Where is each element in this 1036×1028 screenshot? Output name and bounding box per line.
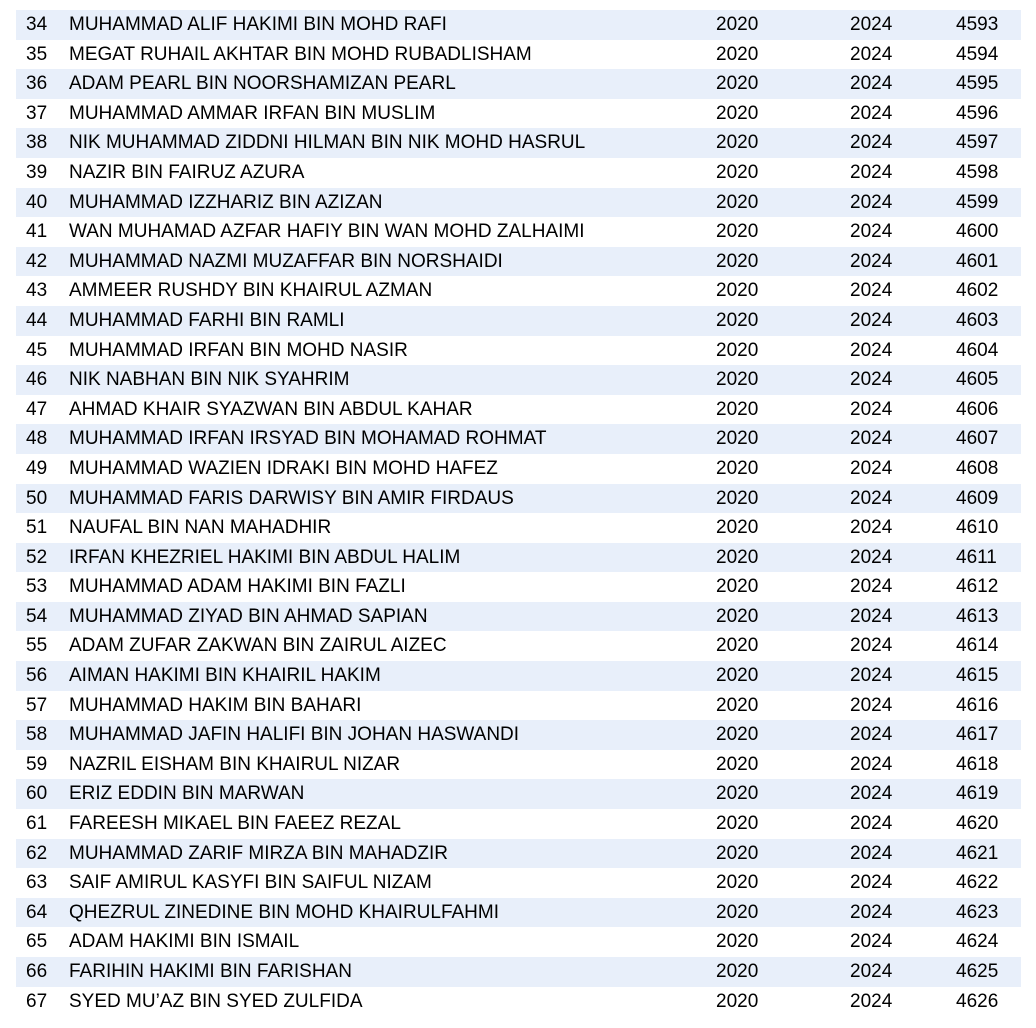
table-row <box>16 395 1021 425</box>
student-id: 4608 <box>956 457 999 479</box>
student-name: MUHAMMAD IRFAN BIN MOHD NASIR <box>69 339 408 361</box>
row-number: 55 <box>26 635 48 657</box>
student-id: 4596 <box>956 102 999 124</box>
table-row <box>16 454 1021 484</box>
row-number: 39 <box>26 161 48 183</box>
table-row <box>16 839 1021 869</box>
start-year: 2020 <box>716 783 759 805</box>
start-year: 2020 <box>716 73 759 95</box>
student-name: FAREESH MIKAEL BIN FAEEZ REZAL <box>69 813 401 835</box>
student-name: NAZRIL EISHAM BIN KHAIRUL NIZAR <box>69 753 401 775</box>
student-id: 4597 <box>956 132 999 154</box>
row-number: 48 <box>26 428 48 450</box>
row-number: 65 <box>26 931 48 953</box>
student-id: 4611 <box>956 546 997 568</box>
row-number: 38 <box>26 132 48 154</box>
student-name: NIK MUHAMMAD ZIDDNI HILMAN BIN NIK MOHD HASRUL <box>69 132 586 154</box>
student-name: MUHAMMAD IZZHARIZ BIN AZIZAN <box>69 191 383 213</box>
table-row <box>16 217 1021 247</box>
start-year: 2020 <box>716 280 759 302</box>
student-name: AHMAD KHAIR SYAZWAN BIN ABDUL KAHAR <box>69 398 473 420</box>
row-number: 47 <box>26 398 48 420</box>
student-name: MUHAMMAD IRFAN IRSYAD BIN MOHAMAD ROHMAT <box>69 428 547 450</box>
student-name: MUHAMMAD ZIYAD BIN AHMAD SAPIAN <box>69 605 428 627</box>
student-id: 4598 <box>956 161 999 183</box>
end-year: 2024 <box>850 813 893 835</box>
end-year: 2024 <box>850 457 893 479</box>
row-number: 64 <box>26 901 48 923</box>
end-year: 2024 <box>850 842 893 864</box>
start-year: 2020 <box>716 221 759 243</box>
row-number: 50 <box>26 487 48 509</box>
start-year: 2020 <box>716 694 759 716</box>
start-year: 2020 <box>716 605 759 627</box>
end-year: 2024 <box>850 369 893 391</box>
start-year: 2020 <box>716 990 759 1012</box>
end-year: 2024 <box>850 605 893 627</box>
table-row <box>16 276 1021 306</box>
start-year: 2020 <box>716 665 759 687</box>
end-year: 2024 <box>850 635 893 657</box>
table-row <box>16 987 1021 1017</box>
table-row <box>16 513 1021 543</box>
student-name: MUHAMMAD HAKIM BIN BAHARI <box>69 694 362 716</box>
end-year: 2024 <box>850 517 893 539</box>
end-year: 2024 <box>850 753 893 775</box>
end-year: 2024 <box>850 901 893 923</box>
table-row <box>16 898 1021 928</box>
student-name: MEGAT RUHAIL AKHTAR BIN MOHD RUBADLISHAM <box>69 43 532 65</box>
end-year: 2024 <box>850 576 893 598</box>
table-row <box>16 691 1021 721</box>
table-row <box>16 128 1021 158</box>
table-row <box>16 247 1021 277</box>
table-row <box>16 306 1021 336</box>
start-year: 2020 <box>716 14 759 35</box>
end-year: 2024 <box>850 280 893 302</box>
student-name: MUHAMMAD ZARIF MIRZA BIN MAHADZIR <box>69 842 448 864</box>
start-year: 2020 <box>716 961 759 982</box>
end-year: 2024 <box>850 309 893 331</box>
end-year: 2024 <box>850 961 893 982</box>
student-id: 4594 <box>956 43 999 65</box>
student-id: 4601 <box>956 250 999 272</box>
student-id: 4615 <box>956 665 999 687</box>
start-year: 2020 <box>716 457 759 479</box>
start-year: 2020 <box>716 842 759 864</box>
student-id: 4626 <box>956 990 999 1012</box>
end-year: 2024 <box>850 694 893 716</box>
student-id: 4622 <box>956 872 999 894</box>
start-year: 2020 <box>716 369 759 391</box>
row-number: 66 <box>26 961 48 982</box>
student-name: MUHAMMAD NAZMI MUZAFFAR BIN NORSHAIDI <box>69 250 503 272</box>
student-table <box>16 10 1021 1016</box>
student-name: NAUFAL BIN NAN MAHADHIR <box>69 517 332 539</box>
table-row <box>16 365 1021 395</box>
student-name: MUHAMMAD WAZIEN IDRAKI BIN MOHD HAFEZ <box>69 457 498 479</box>
student-id: 4614 <box>956 635 999 657</box>
start-year: 2020 <box>716 576 759 598</box>
table-row <box>16 158 1021 188</box>
table-row <box>16 779 1021 809</box>
start-year: 2020 <box>716 635 759 657</box>
table-row <box>16 572 1021 602</box>
end-year: 2024 <box>850 398 893 420</box>
start-year: 2020 <box>716 43 759 65</box>
table-row <box>16 40 1021 70</box>
student-id: 4623 <box>956 901 999 923</box>
end-year: 2024 <box>850 546 893 568</box>
student-name: IRFAN KHEZRIEL HAKIMI BIN ABDUL HALIM <box>69 546 461 568</box>
student-name: SAIF AMIRUL KASYFI BIN SAIFUL NIZAM <box>69 872 432 894</box>
start-year: 2020 <box>716 428 759 450</box>
student-id: 4605 <box>956 369 999 391</box>
row-number: 62 <box>26 842 48 864</box>
row-number: 49 <box>26 457 48 479</box>
student-name: ADAM ZUFAR ZAKWAN BIN ZAIRUL AIZEC <box>69 635 447 657</box>
start-year: 2020 <box>716 250 759 272</box>
student-id: 4610 <box>956 517 999 539</box>
table-row <box>16 661 1021 691</box>
row-number: 54 <box>26 605 48 627</box>
end-year: 2024 <box>850 102 893 124</box>
end-year: 2024 <box>850 161 893 183</box>
student-id: 4599 <box>956 191 999 213</box>
student-id: 4603 <box>956 309 999 331</box>
end-year: 2024 <box>850 872 893 894</box>
end-year: 2024 <box>850 990 893 1012</box>
table-row <box>16 750 1021 780</box>
student-id: 4606 <box>956 398 999 420</box>
student-id: 4604 <box>956 339 999 361</box>
table-row <box>16 424 1021 454</box>
end-year: 2024 <box>850 724 893 746</box>
student-name: MUHAMMAD FARHI BIN RAMLI <box>69 309 345 331</box>
end-year: 2024 <box>850 43 893 65</box>
end-year: 2024 <box>850 14 893 35</box>
end-year: 2024 <box>850 339 893 361</box>
table-row <box>16 720 1021 750</box>
student-id: 4621 <box>956 842 999 864</box>
student-name: NAZIR BIN FAIRUZ AZURA <box>69 161 305 183</box>
student-id: 4600 <box>956 221 999 243</box>
student-id: 4618 <box>956 753 999 775</box>
row-number: 61 <box>26 813 48 835</box>
row-number: 36 <box>26 73 48 95</box>
student-id: 4609 <box>956 487 999 509</box>
table-row <box>16 602 1021 632</box>
start-year: 2020 <box>716 132 759 154</box>
student-name: NIK NABHAN BIN NIK SYAHRIM <box>69 369 350 391</box>
end-year: 2024 <box>850 428 893 450</box>
student-id: 4593 <box>956 14 999 35</box>
end-year: 2024 <box>850 73 893 95</box>
student-name: MUHAMMAD ADAM HAKIMI BIN FAZLI <box>69 576 406 598</box>
start-year: 2020 <box>716 931 759 953</box>
student-id: 4602 <box>956 280 999 302</box>
student-id: 4612 <box>956 576 999 598</box>
row-number: 63 <box>26 872 48 894</box>
row-number: 59 <box>26 753 48 775</box>
student-id: 4617 <box>956 724 999 746</box>
end-year: 2024 <box>850 221 893 243</box>
start-year: 2020 <box>716 517 759 539</box>
start-year: 2020 <box>716 872 759 894</box>
row-number: 35 <box>26 43 48 65</box>
start-year: 2020 <box>716 339 759 361</box>
table-row <box>16 809 1021 839</box>
start-year: 2020 <box>716 753 759 775</box>
table-row <box>16 10 1021 40</box>
row-number: 57 <box>26 694 48 716</box>
table-row <box>16 484 1021 514</box>
end-year: 2024 <box>850 931 893 953</box>
table-row <box>16 631 1021 661</box>
student-id: 4620 <box>956 813 999 835</box>
student-id: 4613 <box>956 605 999 627</box>
start-year: 2020 <box>716 546 759 568</box>
table-row <box>16 69 1021 99</box>
student-name: ERIZ EDDIN BIN MARWAN <box>69 783 305 805</box>
table-row <box>16 957 1021 987</box>
student-name: SYED MU’AZ BIN SYED ZULFIDA <box>69 990 363 1012</box>
student-name: AIMAN HAKIMI BIN KHAIRIL HAKIM <box>69 665 381 687</box>
student-name: MUHAMMAD ALIF HAKIMI BIN MOHD RAFI <box>69 14 447 35</box>
end-year: 2024 <box>850 250 893 272</box>
row-number: 51 <box>26 517 48 539</box>
start-year: 2020 <box>716 309 759 331</box>
table-row <box>16 336 1021 366</box>
start-year: 2020 <box>716 161 759 183</box>
student-name: AMMEER RUSHDY BIN KHAIRUL AZMAN <box>69 280 433 302</box>
row-number: 44 <box>26 309 48 331</box>
student-name: MUHAMMAD FARIS DARWISY BIN AMIR FIRDAUS <box>69 487 514 509</box>
student-id: 4625 <box>956 961 999 982</box>
row-number: 45 <box>26 339 48 361</box>
row-number: 52 <box>26 546 48 568</box>
start-year: 2020 <box>716 398 759 420</box>
start-year: 2020 <box>716 487 759 509</box>
row-number: 34 <box>26 14 48 35</box>
table-row <box>16 188 1021 218</box>
start-year: 2020 <box>716 901 759 923</box>
row-number: 67 <box>26 990 48 1012</box>
table-row <box>16 927 1021 957</box>
end-year: 2024 <box>850 487 893 509</box>
end-year: 2024 <box>850 191 893 213</box>
student-id: 4624 <box>956 931 999 953</box>
student-name: ADAM HAKIMI BIN ISMAIL <box>69 931 300 953</box>
student-name: MUHAMMAD AMMAR IRFAN BIN MUSLIM <box>69 102 436 124</box>
end-year: 2024 <box>850 665 893 687</box>
row-number: 43 <box>26 280 48 302</box>
row-number: 41 <box>26 221 48 243</box>
student-id: 4607 <box>956 428 999 450</box>
row-number: 58 <box>26 724 48 746</box>
student-id: 4616 <box>956 694 999 716</box>
student-name: FARIHIN HAKIMI BIN FARISHAN <box>69 961 352 982</box>
end-year: 2024 <box>850 783 893 805</box>
row-number: 37 <box>26 102 48 124</box>
table-row <box>16 99 1021 129</box>
start-year: 2020 <box>716 191 759 213</box>
student-name: ADAM PEARL BIN NOORSHAMIZAN PEARL <box>69 73 456 95</box>
student-id: 4595 <box>956 73 999 95</box>
row-number: 40 <box>26 191 48 213</box>
start-year: 2020 <box>716 724 759 746</box>
student-name: WAN MUHAMAD AZFAR HAFIY BIN WAN MOHD ZALHAIMI <box>69 221 585 243</box>
student-name: MUHAMMAD JAFIN HALIFI BIN JOHAN HASWANDI <box>69 724 520 746</box>
table-row <box>16 868 1021 898</box>
end-year: 2024 <box>850 132 893 154</box>
start-year: 2020 <box>716 102 759 124</box>
student-name: QHEZRUL ZINEDINE BIN MOHD KHAIRULFAHMI <box>69 901 500 923</box>
student-id: 4619 <box>956 783 999 805</box>
table-row <box>16 543 1021 573</box>
row-number: 60 <box>26 783 48 805</box>
row-number: 56 <box>26 665 48 687</box>
row-number: 46 <box>26 369 48 391</box>
row-number: 42 <box>26 250 48 272</box>
start-year: 2020 <box>716 813 759 835</box>
row-number: 53 <box>26 576 48 598</box>
